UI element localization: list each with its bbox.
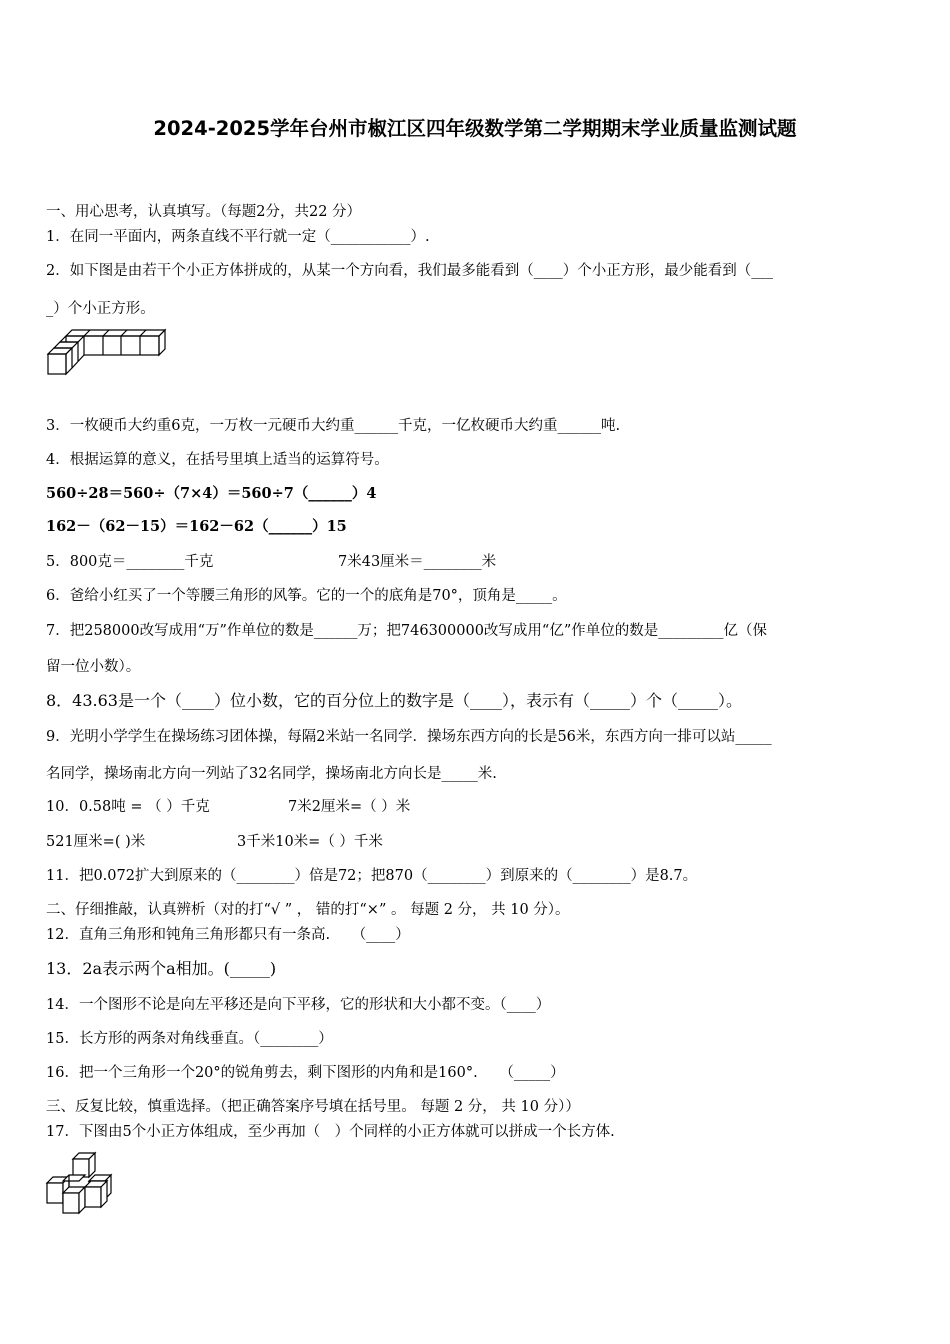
- question-15: 15．长方形的两条对角线垂直。（________）: [46, 1031, 333, 1047]
- question-7-line-1: 7．把258000改写成用“万”作单位的数是______万；把746300000改写成用“亿”作单位的数是_________亿（保: [46, 623, 768, 639]
- question-5-part-1: 5．800克＝________千克: [46, 554, 214, 570]
- question-10-part-3: 521厘米=( )米: [46, 834, 146, 850]
- question-10-part-1: 10．0.58吨 = （ ）千克: [46, 799, 210, 815]
- question-11: 11．把0.072扩大到原来的（________）倍是72；把870（________）到原来的（________）是8.7。: [46, 868, 698, 884]
- question-9-line-2: 名同学，操场南北方向一列站了32名同学，操场南北方向长是_____米.: [46, 766, 497, 782]
- question-6: 6．爸给小红买了一个等腰三角形的风筝。它的一个的底角是70°，顶角是_____。: [46, 588, 567, 604]
- question-3: 3．一枚硬币大约重6克，一万枚一元硬币大约重______千克，一亿枚硬币大约重______吨.: [46, 418, 621, 434]
- question-7-line-2: 留一位小数）。: [46, 659, 141, 675]
- section-3-heading: 三、反复比较，慎重选择。（把正确答案序号填在括号里。 每题 2 分， 共 10 分））: [46, 1099, 580, 1115]
- question-4-equation-1: 560÷28＝560÷（7×4）＝560÷7（______）4: [46, 485, 377, 502]
- cube-row-figure: [45, 328, 171, 380]
- question-13: 13．2a表示两个a相加。(_____): [46, 959, 277, 978]
- question-4: 4．根据运算的意义，在括号里填上适当的运算符号。: [46, 452, 389, 468]
- page-title: 2024-2025学年台州市椒江区四年级数学第二学期期末学业质量监测试题: [153, 117, 797, 140]
- question-10-part-4: 3千米10米=（ ）千米: [237, 834, 383, 850]
- question-1: 1．在同一平面内，两条直线不平行就一定（___________）.: [46, 229, 430, 245]
- question-10-part-2: 7米2厘米=（ ）米: [288, 799, 411, 815]
- question-4-equation-2: 162－（62－15）＝162－62（______）15: [46, 518, 347, 535]
- question-8: 8．43.63是一个（____）位小数，它的百分位上的数字是（____），表示有（_____）个（_____）。: [46, 691, 742, 710]
- five-cube-figure: [43, 1151, 123, 1217]
- question-16: 16．把一个三角形一个20°的锐角剪去，剩下图形的内角和是160°. （_____）: [46, 1065, 565, 1081]
- section-2-heading: 二、仔细推敲，认真辨析（对的打“√ ” ， 错的打“×” 。 每题 2 分， 共 10 分）。: [46, 902, 570, 918]
- question-5-part-2: 7米43厘米＝________米: [338, 554, 497, 570]
- question-2-line-2: _）个小正方形。: [46, 301, 155, 317]
- question-9-line-1: 9．光明小学学生在操场练习团体操，每隔2米站一名同学．操场东西方向的长是56米，东西方向一排可以站_____: [46, 729, 772, 745]
- question-14: 14．一个图形不论是向左平移还是向下平移，它的形状和大小都不变。（____）: [46, 997, 551, 1013]
- question-12: 12．直角三角形和钝角三角形都只有一条高. （____）: [46, 927, 410, 943]
- section-1-heading: 一、用心思考，认真填写。（每题2分，共22 分）: [46, 204, 362, 220]
- question-17: 17．下图由5个小正方体组成，至少再加（ ）个同样的小正方体就可以拼成一个长方体.: [46, 1124, 615, 1140]
- question-2-line-1: 2．如下图是由若干个小正方体拼成的，从某一个方向看，我们最多能看到（____）个小正方形，最少能看到（___: [46, 263, 773, 279]
